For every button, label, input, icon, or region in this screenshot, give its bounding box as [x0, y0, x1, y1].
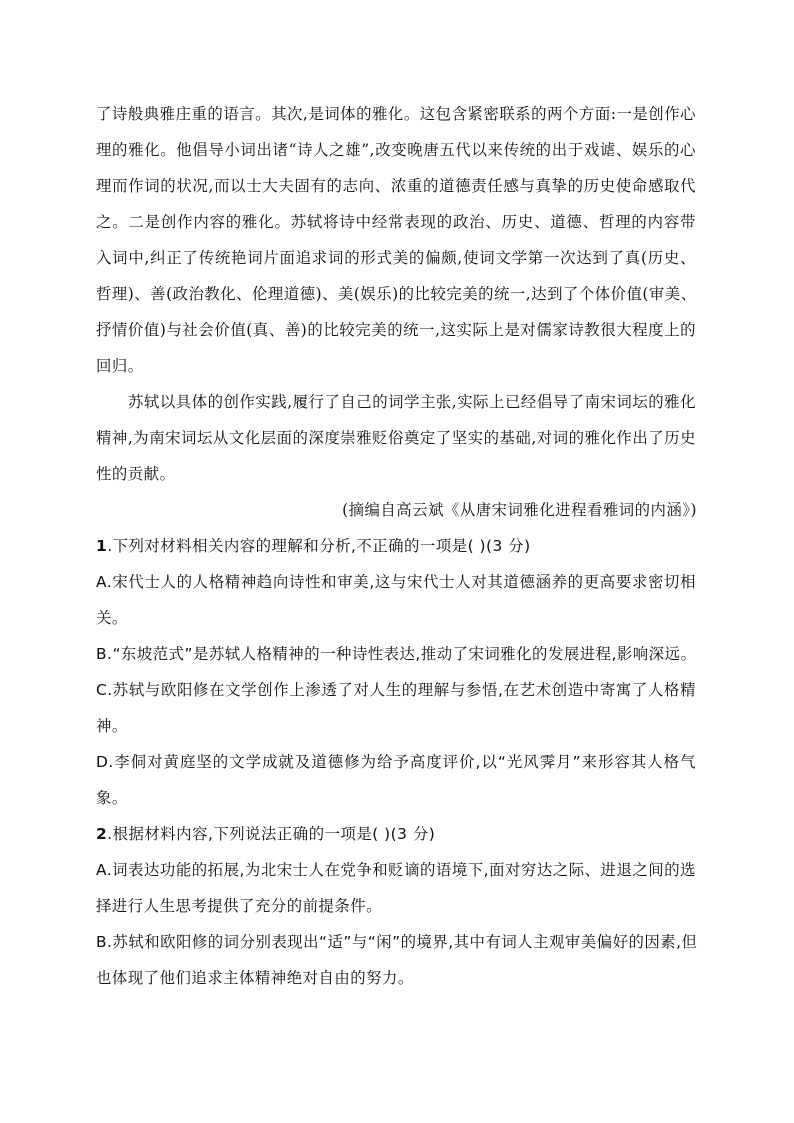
passage-line: 了诗般典雅庄重的语言。其次,是词体的雅化。这包含紧密联系的两个方面:一是创作心: [96, 105, 696, 123]
question-stem: [96, 536, 531, 556]
passage-line: 苏轼以具体的创作实践,履行了自己的词学主张,实际上已经倡导了南宋词坛的雅化: [128, 393, 696, 411]
option-a-line: A.词表达功能的拓展,为北宋士人在党争和贬谪的语境下,面对穷达之际、进退之间的选: [96, 861, 696, 879]
option-d-line: D.李侗对黄庭坚的文学成就及道德修为给予高度评价,以“光风霁月”来形容其人格气: [96, 753, 696, 771]
option-b-line: 也体现了他们追求主体精神绝对自由的努力。: [96, 969, 414, 987]
source-citation: (摘编自高云斌《从唐宋词雅化进程看雅词的内涵》): [342, 501, 697, 519]
passage-line: 精神,为南宋词坛从文化层面的深度崇雅贬俗奠定了坚实的基础,对词的雅化作出了历史: [96, 429, 696, 447]
option-b-line: B.苏轼和欧阳修的词分别表现出“适”与“闲”的境界,其中有词人主观审美偏好的因素,但: [96, 933, 698, 951]
option-a-line: 关。: [96, 609, 128, 627]
question-stem: [96, 824, 435, 844]
passage-line: 理而作词的状况,而以士大夫固有的志向、浓重的道德责任感与真挚的历史使命感取代: [96, 177, 696, 195]
option-a-line: A.宋代士人的人格精神趋向诗性和审美,这与宋代士人对其道德涵养的更高要求密切相: [96, 573, 696, 591]
question-text: .根据材料内容,下列说法正确的一项是( )(3 分): [107, 825, 436, 843]
option-b-line: B.“东坡范式”是苏轼人格精神的一种诗性表达,推动了宋词雅化的发展进程,影响深远。: [96, 645, 697, 663]
option-d-line: 象。: [96, 789, 128, 807]
option-a-line: 择进行人生思考提供了充分的前提条件。: [96, 897, 383, 915]
question-number: 1: [96, 537, 108, 555]
passage-line: 之。二是创作内容的雅化。苏轼将诗中经常表现的政治、历史、道德、哲理的内容带: [96, 213, 696, 231]
passage-line: 哲理)、善(政治教化、伦理道德)、美(娱乐)的比较完美的统一,达到了个体价值(审美、: [96, 285, 697, 303]
passage-line: 抒情价值)与社会价值(真、善)的比较完美的统一,这实际上是对儒家诗教很大程度上的: [96, 321, 696, 339]
passage-line: 性的贡献。: [96, 465, 176, 483]
question-number: 2: [96, 825, 108, 843]
passage-line: 回归。: [96, 357, 144, 375]
question-text: .下列对材料相关内容的理解和分析,不正确的一项是( )(3 分): [107, 537, 531, 555]
option-c-line: C.苏轼与欧阳修在文学创作上渗透了对人生的理解与参悟,在艺术创造中寄寓了人格精: [96, 681, 696, 699]
passage-line: 理的雅化。他倡导小词出诸“诗人之雄”,改变晚唐五代以来传统的出于戏谑、娱乐的心: [96, 141, 696, 159]
passage-line: 入词中,纠正了传统艳词片面追求词的形式美的偏颇,使词文学第一次达到了真(历史、: [96, 249, 696, 267]
option-c-line: 神。: [96, 717, 128, 735]
